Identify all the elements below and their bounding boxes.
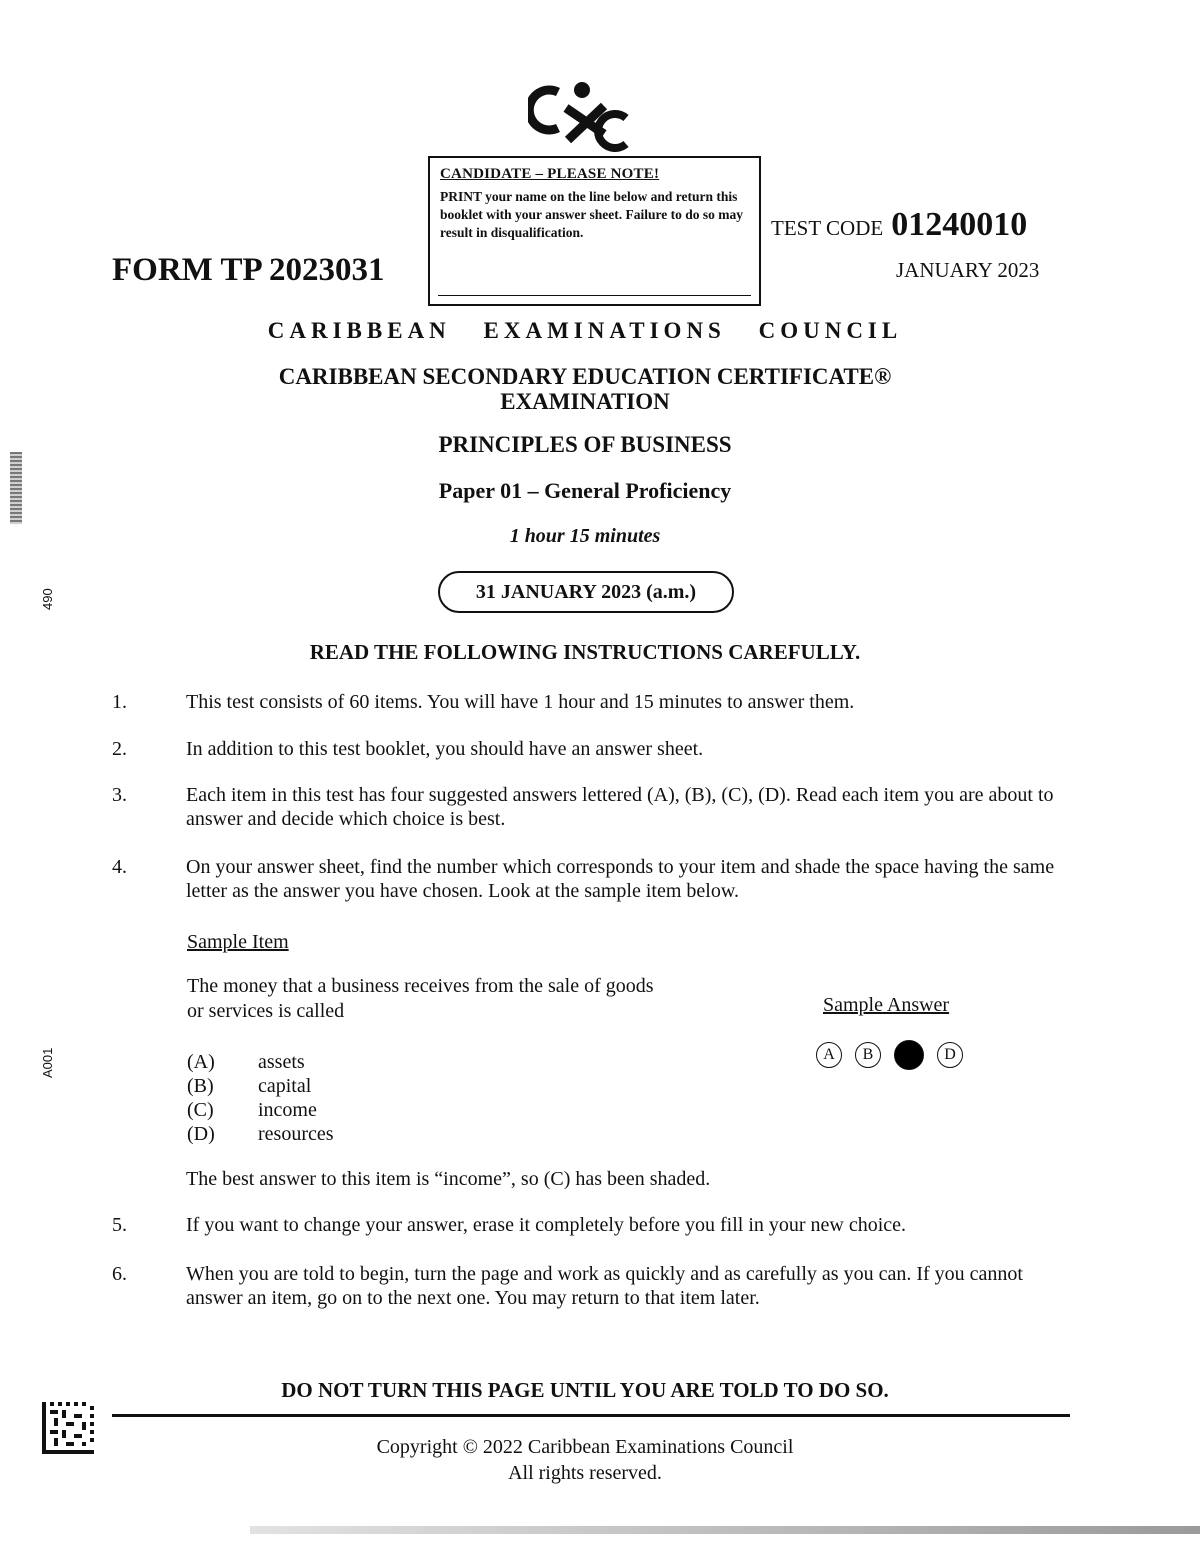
sample-item-heading: Sample Item <box>187 931 289 953</box>
option-text: capital <box>258 1075 312 1097</box>
instruction-number: 6. <box>112 1263 127 1285</box>
bubble-d: D <box>937 1042 963 1068</box>
certificate-title <box>0 364 1170 414</box>
data-matrix-barcode <box>42 1402 94 1454</box>
option-b <box>187 1074 334 1098</box>
exam-date: 31 JANUARY 2023 (a.m.) <box>438 571 734 613</box>
name-line <box>438 295 751 296</box>
notice-body: PRINT your name on the line below and return this booklet with your answer sheet. Failure to do so may result in disqualification. <box>440 189 744 240</box>
sample-answer-heading: Sample Answer <box>823 994 950 1016</box>
subject-title: PRINCIPLES OF BUSINESS <box>438 432 732 457</box>
bubble-c-shaded <box>894 1040 924 1070</box>
answer-bubbles <box>816 1040 976 1070</box>
sample-question: The money that a business receives from the sale of goods or services is called <box>187 975 654 1022</box>
paper-title: Paper 01 – General Proficiency <box>438 478 732 503</box>
instruction-number: 4. <box>112 856 127 878</box>
instruction-item <box>112 1213 1072 1237</box>
margin-code-bottom: A001 <box>40 1047 55 1078</box>
duration: 1 hour 15 minutes <box>509 525 661 547</box>
instruction-item <box>112 737 1072 761</box>
instruction-text: Each item in this test has four suggested answers lettered (A), (B), (C), (D). Read each item you are about to answer and decide which choice is best. <box>186 784 1054 830</box>
instruction-text: On your answer sheet, find the number which corresponds to your item and shade the space having the same letter as the answer you have chosen. Look at the sample item below. <box>186 856 1055 902</box>
option-letter: (A) <box>187 1051 215 1073</box>
test-code-label: TEST CODE <box>771 216 884 240</box>
option-text: assets <box>258 1051 305 1073</box>
form-number: FORM TP 2023031 <box>112 252 385 288</box>
test-code <box>771 206 1027 244</box>
instruction-number: 3. <box>112 784 127 806</box>
bubble-a: A <box>816 1042 842 1068</box>
option-letter: (D) <box>187 1123 215 1145</box>
exam-session: JANUARY 2023 <box>896 258 1040 282</box>
sample-explanation: The best answer to this item is “income”, so (C) has been shaded. <box>186 1168 711 1190</box>
instruction-item <box>112 855 1072 903</box>
instructions-heading: READ THE FOLLOWING INSTRUCTIONS CAREFULLY. <box>309 640 861 664</box>
certificate-line-2: EXAMINATION <box>500 389 670 414</box>
do-not-turn-warning: DO NOT TURN THIS PAGE UNTIL YOU ARE TOLD TO DO SO. <box>281 1378 889 1402</box>
margin-scan-mark <box>10 452 22 524</box>
option-c <box>187 1098 334 1122</box>
instruction-item <box>112 1262 1072 1310</box>
option-letter: (B) <box>187 1075 214 1097</box>
option-text: resources <box>258 1123 334 1145</box>
instruction-number: 1. <box>112 691 127 713</box>
instruction-number: 5. <box>112 1214 127 1236</box>
copyright-line: Copyright © 2022 Caribbean Examinations Council <box>376 1436 794 1458</box>
council-name: CARIBBEAN EXAMINATIONS COUNCIL <box>267 318 903 343</box>
option-a <box>187 1050 334 1074</box>
sample-options <box>187 1050 334 1146</box>
instruction-number: 2. <box>112 738 127 760</box>
instruction-text: This test consists of 60 items. You will have 1 hour and 15 minutes to answer them. <box>186 691 855 713</box>
instruction-text: In addition to this test booklet, you should have an answer sheet. <box>186 738 704 760</box>
bubble-b: B <box>855 1042 881 1068</box>
instruction-text: If you want to change your answer, erase it completely before you fill in your new choice. <box>186 1214 907 1236</box>
notice-title: CANDIDATE – PLEASE NOTE! <box>440 166 660 182</box>
rights-line: All rights reserved. <box>508 1462 662 1484</box>
instruction-item <box>112 783 1072 831</box>
certificate-line-1: CARIBBEAN SECONDARY EDUCATION CERTIFICATE® <box>278 364 892 389</box>
test-code-value: 01240010 <box>891 206 1028 243</box>
cxc-logo <box>528 78 634 152</box>
instruction-item <box>112 690 1072 714</box>
margin-code-top: 490 <box>40 588 55 610</box>
candidate-notice-box <box>428 156 761 306</box>
option-letter: (C) <box>187 1099 214 1121</box>
scan-shadow <box>250 1526 1200 1534</box>
option-text: income <box>258 1099 317 1121</box>
option-d <box>187 1122 334 1146</box>
instruction-text: When you are told to begin, turn the page and work as quickly and as carefully as you can. If you cannot answer an item, go on to the next one. You may return to that item later. <box>186 1263 1023 1309</box>
copyright <box>0 1434 1170 1486</box>
footer-rule <box>112 1414 1070 1417</box>
